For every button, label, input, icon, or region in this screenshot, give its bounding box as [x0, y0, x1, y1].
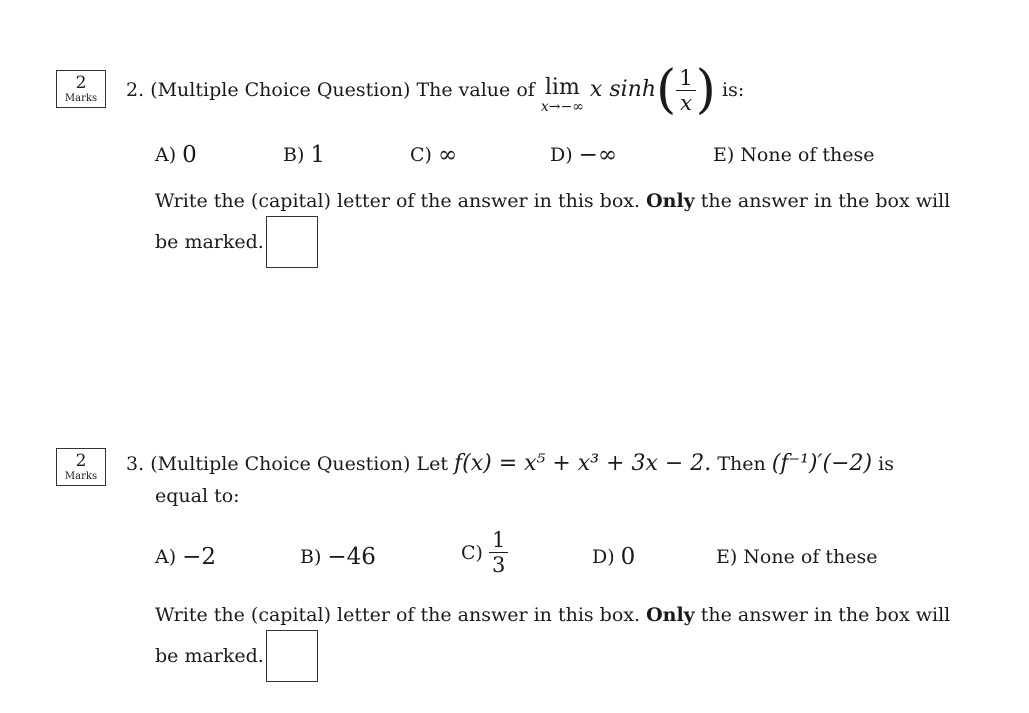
lim-subscript: x→−∞	[540, 99, 584, 115]
instruction-line-1	[155, 603, 950, 627]
lim-text: lim	[544, 75, 580, 100]
option-label: B)	[283, 144, 305, 166]
option-label: D)	[550, 144, 573, 166]
option-d	[592, 544, 635, 570]
instruction-text: the answer in the box will	[700, 190, 951, 212]
option-value: None of these	[740, 144, 875, 166]
option-c	[461, 528, 508, 577]
marks-label: Marks	[64, 470, 98, 482]
question-3-line-2: equal to:	[155, 485, 240, 507]
instruction-text: Write the (capital) letter of the answer in this box.	[155, 190, 641, 212]
fraction-denominator: 3	[491, 553, 506, 577]
option-value: −46	[327, 544, 376, 570]
question-number: 3.	[126, 453, 145, 475]
instruction-line-1	[155, 189, 950, 213]
option-value: −2	[182, 544, 217, 570]
fraction-one-over-x	[676, 66, 695, 115]
option-a	[155, 142, 197, 168]
question-prefix: (Multiple Choice Question) The value of	[150, 79, 535, 101]
instruction-line-2: be marked.	[155, 231, 264, 253]
option-label: A)	[155, 546, 177, 568]
marks-number: 2	[75, 450, 87, 471]
option-e	[716, 546, 878, 568]
instruction-bold: Only	[646, 190, 695, 212]
option-e	[713, 144, 875, 166]
marks-box-q3	[56, 448, 106, 486]
option-label: B)	[300, 546, 322, 568]
option-label: D)	[592, 546, 615, 568]
option-label: C)	[461, 541, 483, 564]
fraction-one-third	[489, 528, 508, 577]
option-label: E)	[713, 144, 735, 166]
option-value: 0	[182, 142, 197, 168]
instruction-text: the answer in the box will	[700, 604, 951, 626]
answer-box-q3[interactable]	[266, 630, 318, 682]
option-a	[155, 544, 216, 570]
then-text: Then	[717, 453, 766, 475]
is-text: is	[878, 453, 894, 475]
marks-box-q2	[56, 70, 106, 108]
paren-open: (	[656, 60, 677, 120]
question-3-stem	[126, 452, 894, 476]
fraction-numerator: 1	[679, 65, 693, 90]
instruction-line-2: be marked.	[155, 645, 264, 667]
option-value: ∞	[437, 142, 458, 168]
math-expression: x sinh	[589, 77, 656, 102]
question-suffix: is:	[722, 79, 745, 101]
marks-label: Marks	[64, 92, 98, 104]
option-value: 0	[620, 544, 636, 570]
option-value: None of these	[743, 546, 878, 568]
option-value: 1	[310, 142, 326, 168]
fraction-denominator: x	[680, 90, 692, 115]
option-b	[283, 142, 325, 168]
paren-close: )	[695, 60, 716, 120]
option-c	[410, 142, 457, 168]
option-label: A)	[155, 144, 177, 166]
answer-box-q2[interactable]	[266, 216, 318, 268]
option-b	[300, 544, 376, 570]
limit-operator	[541, 76, 584, 114]
question-prefix: (Multiple Choice Question) Let	[150, 453, 448, 475]
inverse-derivative-expression: (f⁻¹)′(−2)	[771, 451, 873, 476]
instruction-bold: Only	[646, 604, 695, 626]
option-d	[550, 142, 617, 168]
function-expression: f(x) = x⁵ + x³ + 3x − 2.	[454, 451, 712, 476]
option-value: −∞	[578, 142, 618, 168]
question-number: 2.	[126, 79, 145, 101]
marks-number: 2	[75, 72, 87, 93]
question-2-stem	[126, 62, 744, 118]
option-label: E)	[716, 546, 738, 568]
instruction-text: Write the (capital) letter of the answer in this box.	[155, 604, 641, 626]
fraction-numerator: 1	[491, 528, 506, 552]
option-label: C)	[410, 144, 432, 166]
